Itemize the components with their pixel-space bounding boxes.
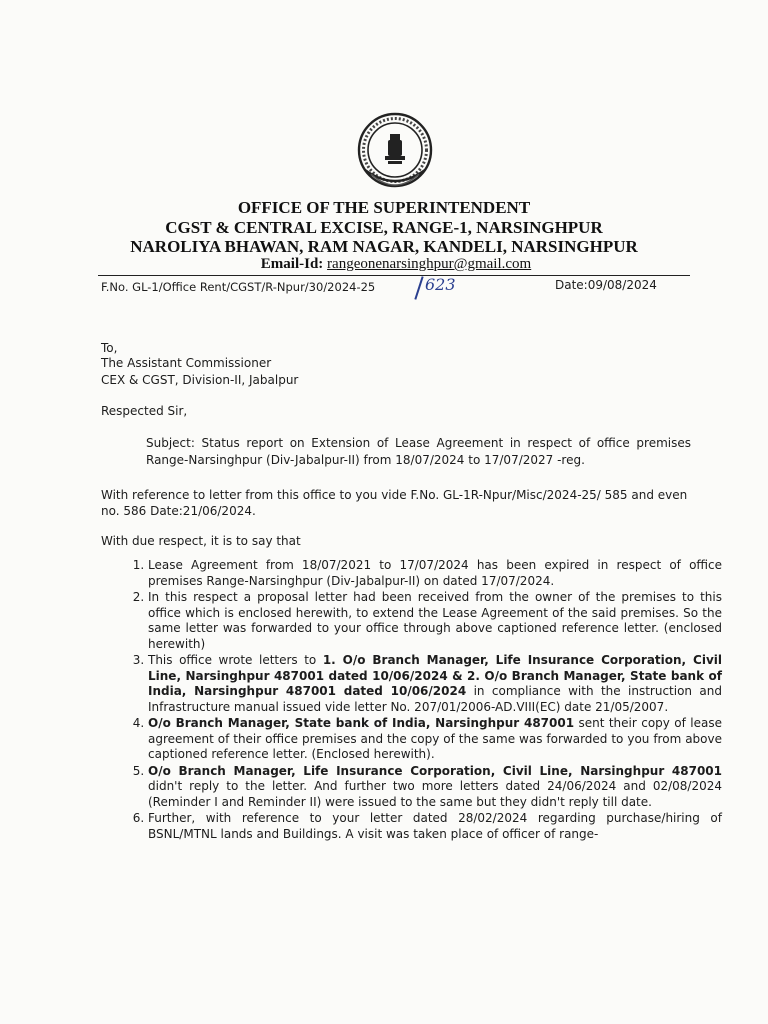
point-5-rest: didn't reply to the letter. And further two more letters dated 24/06/2024 and 02/08/2024 (Reminder I and Reminder II) were issued to the same but they didn't reply till date.	[148, 779, 722, 809]
salutation: Respected Sir,	[101, 404, 188, 418]
point-5	[148, 764, 722, 811]
reference-paragraph: With reference to letter from this office to you vide F.No. GL-1R-Npur/Misc/2024-25/ 585 and even no. 586 Date:21/06/2024.	[101, 488, 688, 518]
point-3	[148, 653, 722, 715]
subject-line: Subject: Status report on Extension of Lease Agreement in respect of office premises Range-Narsinghpur (Div-Jabalpur-II) from 18/07/2024 to 17/07/2027 -reg.	[146, 436, 691, 467]
header-divider	[98, 275, 690, 276]
email-address[interactable]: rangeonenarsinghpur@gmail.com	[327, 256, 532, 272]
point-4	[148, 716, 722, 763]
letter-date: Date:09/08/2024	[555, 278, 657, 292]
point-3-lead: This office wrote letters to	[148, 653, 323, 667]
point-5-addressee: O/o Branch Manager, Life Insurance Corporation, Civil Line, Narsinghpur 487001	[148, 763, 722, 778]
point-4-addressee: O/o Branch Manager, State bank of India, Narsinghpur 487001	[148, 716, 575, 730]
office-title: OFFICE OF THE SUPERINTENDENT	[237, 198, 531, 217]
point-3-rest: in compliance with the instruction and Infrastructure manual issued vide letter No. 207/01/2006-AD.VIII(EC) date 21/05/2007.	[148, 684, 722, 714]
file-number: F.No. GL-1/Office Rent/CGST/R-Npur/30/2024-25	[101, 280, 376, 294]
point-4-rest: sent their copy of lease agreement of their office premises and the copy of the same was forwarded to you from above captioned reference letter. (Enclosed herewith).	[148, 716, 722, 761]
cbic-emblem	[351, 108, 439, 198]
addressee-designation: The Assistant Commissioner	[101, 356, 272, 370]
point-1: 1. Lease Agreement from 18/07/2021 to 17/07/2024 has been expired in respect of office premises Range-Narsinghpur (Div-Jabalpur-II) on dated 17/07/2024.	[148, 558, 722, 589]
pen-slash-mark	[414, 276, 423, 299]
intro-line: With due respect, it is to say that	[101, 534, 301, 548]
office-range: CGST & CENTRAL EXCISE, RANGE-1, NARSINGHPUR	[165, 218, 603, 237]
office-email-line	[12, 256, 768, 273]
office-address: NAROLIYA BHAWAN, RAM NAGAR, KANDELI, NARSINGHPUR	[130, 237, 638, 256]
status-points-list	[118, 558, 722, 843]
point-2: 2. In this respect a proposal letter had been received from the owner of the premises to this office which is enclosed herewith, to extend the Lease Agreement of the said premises. So the same letter was forwarded to your office through above captioned reference letter. (enclosed herewith)	[148, 590, 722, 652]
email-label: Email-Id:	[260, 256, 328, 272]
point-3-addressees: 1. O/o Branch Manager, Life Insurance Corporation, Civil Line, Narsinghpur 487001 dated 10/06/2024 & 2. O/o Branch Manager, State bank of India, Narsinghpur 487001 dated 10/06/2024	[148, 653, 722, 698]
addressee-to: To,	[101, 341, 118, 355]
addressee-division: CEX & CGST, Division-II, Jabalpur	[101, 373, 299, 387]
point-6: 6. Further, with reference to your letter dated 28/02/2024 regarding purchase/hiring of BSNL/MTNL lands and Buildings. A visit was taken place of officer of range-	[148, 811, 722, 842]
handwritten-number: 623	[425, 275, 456, 294]
